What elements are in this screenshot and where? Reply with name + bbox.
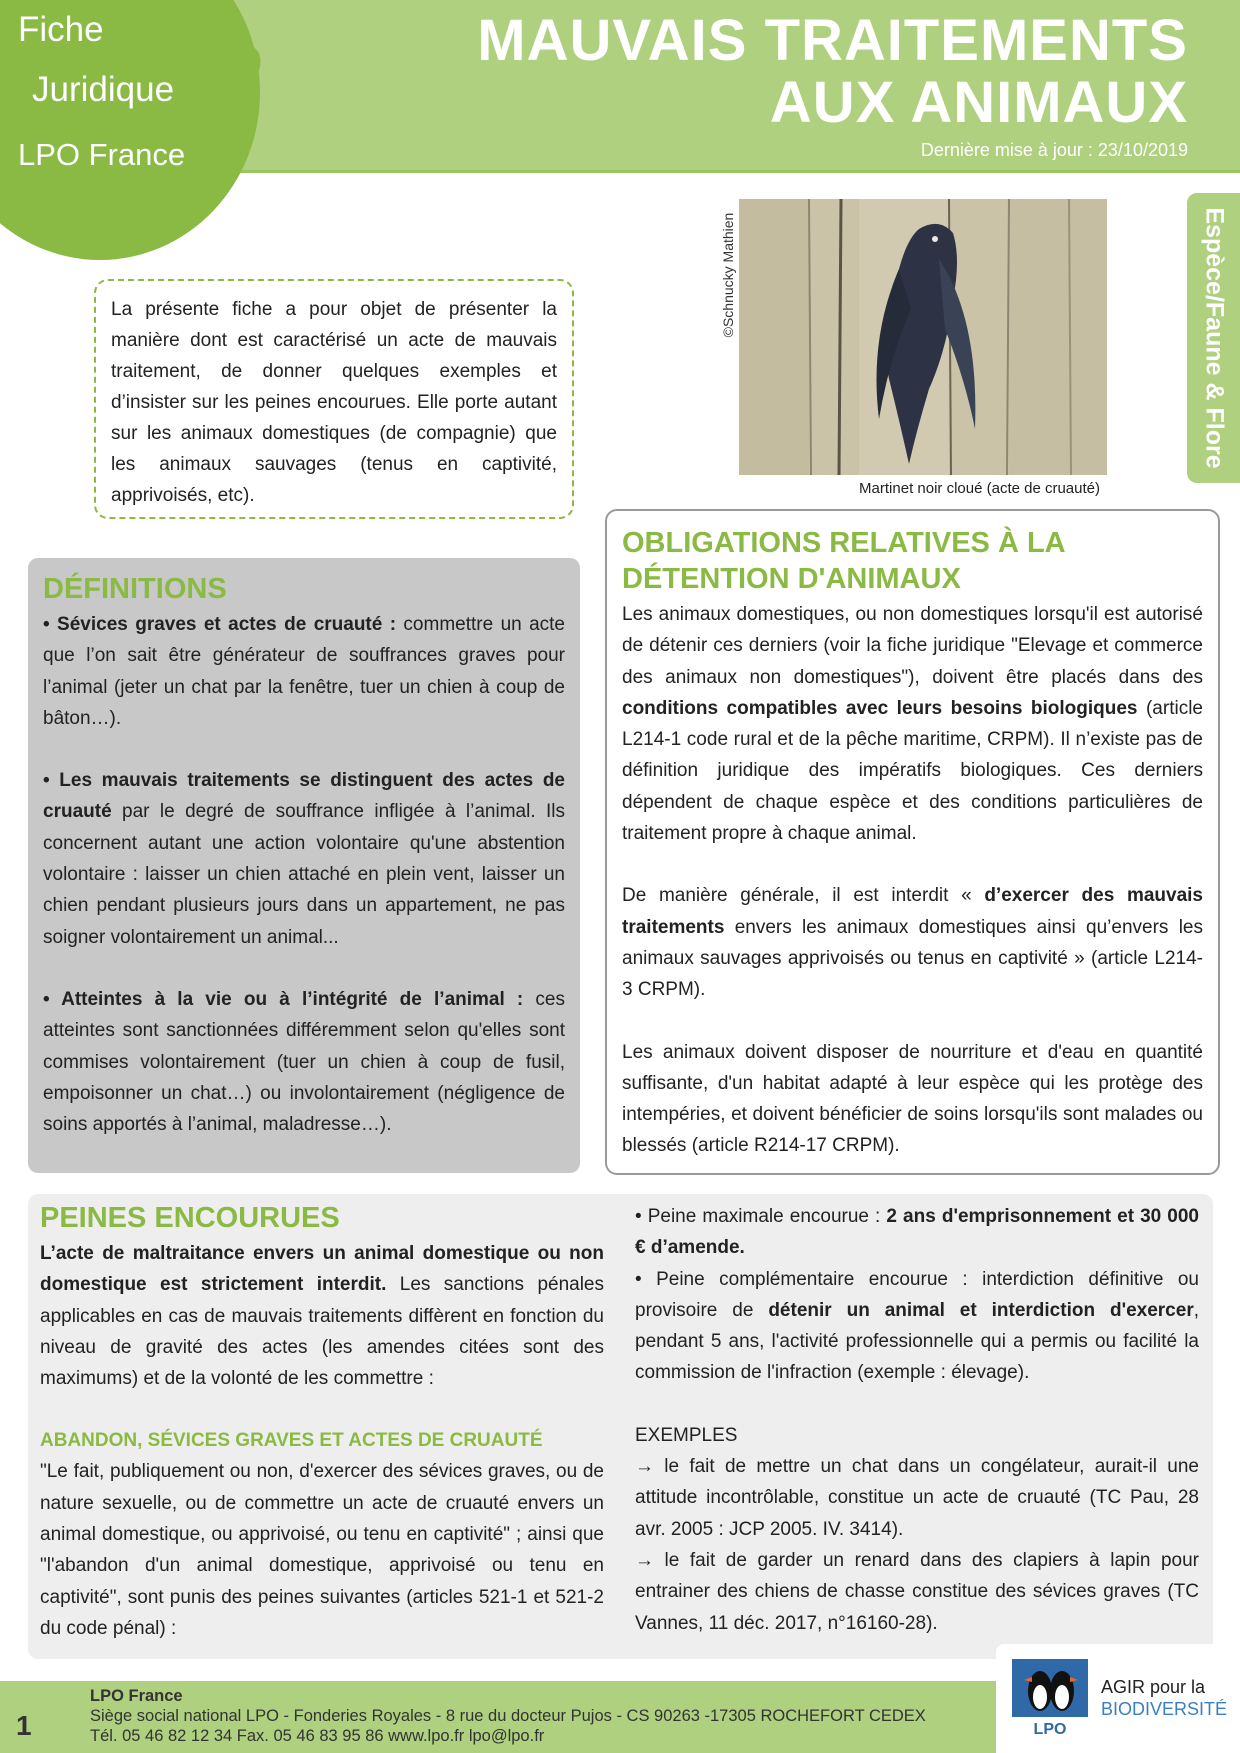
puffin-logo: [1012, 1659, 1088, 1737]
agir-biodiversite: [1101, 1676, 1227, 1720]
obligations-box: [605, 509, 1220, 1175]
definition-harm-text: ces atteintes sont sanctionnées différemment selon qu'elles sont commises volontairement (tuer un chien à coup de fusil, empoisonner un chat…) ou involontairement (négligence de soins apportés à l’animal, maladresse…).: [43, 988, 565, 1136]
lpo-logo-text: LPO: [1033, 1721, 1067, 1737]
definition-cruelty: [43, 609, 565, 734]
photo-credit-text: ©Schnucky Mathien: [720, 212, 736, 338]
lpo-logo-icon: [1012, 1659, 1088, 1737]
obligations-paragraph-1: [622, 599, 1203, 849]
obligations-paragraph-3: Les animaux doivent disposer de nourriture et d'eau en quantité suffisante, d'un habitat adapté à leur espèce qui les protège des intempéries, et doivent bénéficier de soins lorsqu'ils sont malades ou blessés (article R214-17 CRPM).: [622, 1041, 1203, 1157]
definition-mistreatment: [43, 765, 565, 953]
last-updated: Dernière mise à jour : 23/10/2019: [920, 140, 1188, 160]
definition-cruelty-term: • Sévices graves et actes de cruauté :: [43, 614, 397, 635]
photo-swift: [739, 199, 1107, 475]
penalty-complementary: [635, 1264, 1199, 1389]
obligations-title: OBLIGATIONS RELATIVES À LA DÉTENTION D'ANIMAUX: [622, 527, 1065, 595]
penalty-complementary-end: , pendant 5 ans, l'activité professionnelle qui a permis ou facilité la commission de l'infraction (exemple : élevage).: [635, 1299, 1199, 1384]
example-1: → le fait de mettre un chat dans un congélateur, aurait-il une attitude incontrôlable, constitue un acte de cruauté (TC Pau, 28 avr. 2005 : JCP 2005. IV. 3414).: [635, 1456, 1199, 1540]
agir-line-2: BIODIVERSITÉ: [1101, 1699, 1228, 1719]
penalties-intro-text: Les sanctions pénales applicables en cas de mauvais traitements diffèrent en fonction du niveau de gravité des actes (les amendes citées sont des maximums) et de la volonté de les commettre :: [40, 1274, 604, 1390]
page-title: [477, 10, 1188, 134]
penalties-left-column: [40, 1200, 604, 1644]
badge-juridique: Juridique: [32, 70, 175, 109]
definition-harm: [43, 984, 565, 1140]
obligations-p1-start: Les animaux domestiques, ou non domestiques lorsqu'il est autorisé de détenir ces derniers (voir la fiche juridique "Elevage et commerce des animaux non domestiques"), doivent être placés dans des: [622, 604, 1203, 688]
swift-illustration: [739, 199, 1107, 475]
page-number: 1: [16, 1710, 32, 1741]
footer-address-line: Siège social national LPO - Fonderies Royales - 8 rue du docteur Pujos - CS 90263 -17305 ROCHEFORT CEDEX: [90, 1707, 926, 1725]
definition-cruelty-text: commettre un acte que l’on sait être générateur de souffrances graves pour l’animal (jeter un chat par la fenêtre, tuer un chien à coup de bâton…).: [43, 614, 565, 729]
obligations-p2-bold: d’exercer des mauvais traitements: [622, 885, 1203, 938]
definition-harm-term: • Atteintes à la vie ou à l’intégrité de l’animal :: [43, 988, 524, 1010]
footer-org: LPO France: [90, 1687, 183, 1705]
badge-fiche: Fiche: [18, 10, 104, 49]
badge-lpo: LPO France: [18, 137, 186, 172]
definition-mistreatment-term: • Les mauvais traitements se distinguent des actes de cruauté: [43, 770, 565, 823]
penalty-maximum-label: • Peine maximale encourue :: [635, 1206, 887, 1227]
penalties-subtitle: ABANDON, SÉVICES GRAVES ET ACTES DE CRUAUTÉ: [40, 1430, 543, 1452]
photo-caption: Martinet noir cloué (acte de cruauté): [859, 480, 1100, 497]
penalties-intro-bold: L’acte de maltraitance envers un animal domestique ou non domestique est strictement interdit.: [40, 1243, 604, 1296]
penalties-right-column: [635, 1201, 1199, 1639]
penalties-intro: [40, 1238, 604, 1394]
title-line-1: MAUVAIS TRAITEMENTS: [477, 8, 1188, 73]
obligations-p1-bold: conditions compatibles avec leurs besoins biologiques: [622, 697, 1138, 719]
penalties-title: PEINES ENCOURUES: [40, 1202, 340, 1234]
definitions-box: [28, 558, 580, 1173]
penalty-maximum-value: 2 ans d'emprisonnement et 30 000 € d’amende.: [635, 1206, 1199, 1259]
photo-credit: [718, 205, 738, 345]
definition-mistreatment-text: par le degré de souffrance infligée à l’animal. Ils concernent autant une action volontaire qu'une abstention volontaire : laisser un chien attaché en plein vent, laisser un chien pendant plusieurs jours dans un appartement, ne pas soigner volontairement un animal...: [43, 801, 565, 948]
agir-line-1: AGIR pour la: [1101, 1677, 1206, 1697]
obligations-p2-end: envers les animaux domestiques ainsi qu’envers les animaux sauvages apprivoisés ou tenus en captivité » (article L214-3 CRPM).: [622, 916, 1203, 1001]
penalty-complementary-bold: détenir un animal et interdiction d'exercer: [768, 1299, 1194, 1321]
obligations-p1-end: (article L214-1 code rural et de la pêche maritime, CRPM). Il n’existe pas de définition juridique des impératifs biologiques. Ces derniers dépendent de chaque espèce et des conditions particulières de traitement propre à chaque animal.: [622, 697, 1203, 845]
penalty-maximum: [635, 1201, 1199, 1264]
definitions-title: DÉFINITIONS: [43, 573, 227, 605]
examples-label: EXEMPLES: [635, 1424, 738, 1446]
title-line-2: AUX ANIMAUX: [769, 70, 1188, 135]
obligations-p2-start: De manière générale, il est interdit «: [622, 885, 985, 907]
penalties-quote: "Le fait, publiquement ou non, d'exercer des sévices graves, ou de nature sexuelle, ou de commettre un acte de cruauté envers un animal domestique, ou apprivoisé, ou tenu en captivité" ; ainsi que "l'abandon d'un animal domestique, apprivoisé ou tenu en captivité", sont punis des peines suivantes (articles 521-1 et 521-2 du code pénal) :: [40, 1461, 604, 1639]
obligations-paragraph-2: [622, 880, 1203, 1005]
category-tab-label: Espèce/Faune & Flore: [1200, 207, 1228, 469]
footer-address: [90, 1686, 926, 1746]
intro-box: La présente fiche a pour objet de présenter la manière dont est caractérisé un acte de mauvais traitement, de donner quelques exemples et d’insister sur les peines encourues. Elle porte autant sur les animaux domestiques (de compagnie) que les animaux sauvages (tenus en captivité, apprivoisés, etc).: [94, 279, 574, 519]
category-tab: [1187, 193, 1240, 483]
footer-contact: Tél. 05 46 82 12 34 Fax. 05 46 83 95 86 www.lpo.fr lpo@lpo.fr: [90, 1727, 545, 1745]
example-2: → le fait de garder un renard dans des clapiers à lapin pour entrainer des chiens de chasse constitue des sévices graves (TC Vannes, 11 déc. 2017, n°16160-28).: [635, 1549, 1199, 1634]
penalty-complementary-start: • Peine complémentaire encourue : interdiction définitive ou provisoire de: [635, 1268, 1199, 1321]
